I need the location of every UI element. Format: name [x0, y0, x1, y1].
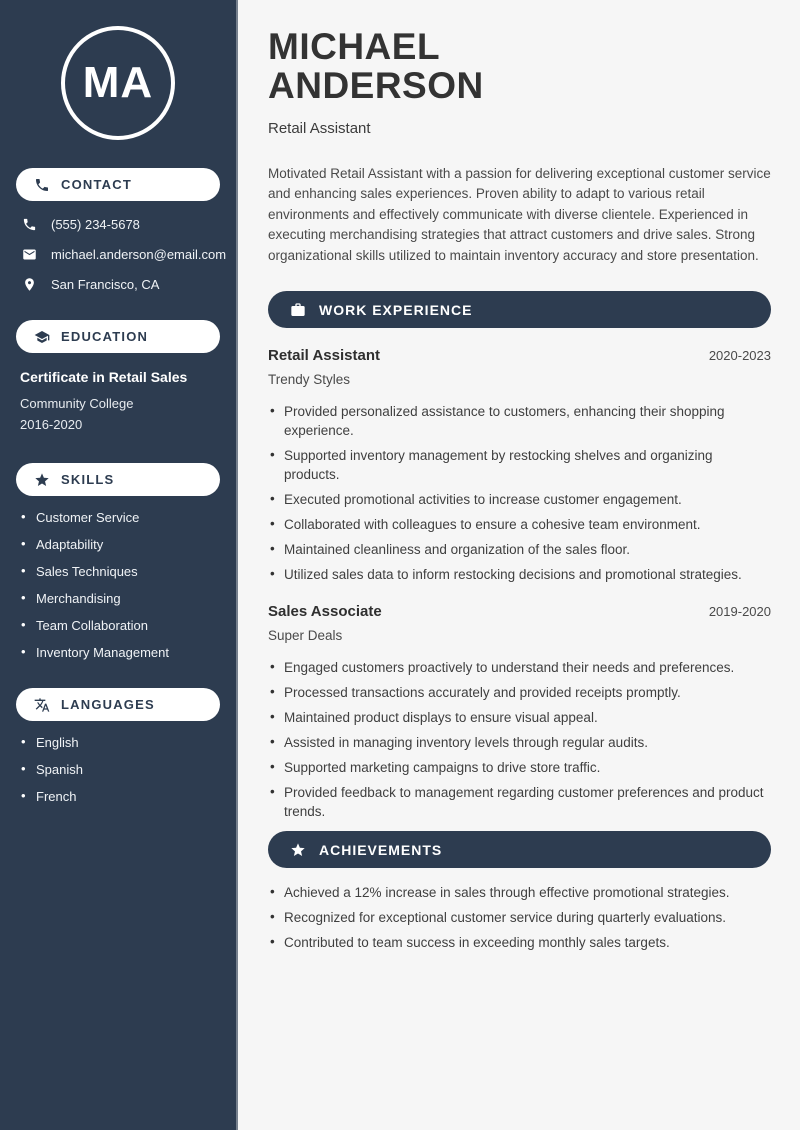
- skills-section-label: SKILLS: [61, 472, 115, 487]
- contact-section-header: [16, 168, 220, 201]
- job-title: Sales Associate: [268, 603, 382, 621]
- star-icon: [34, 472, 50, 488]
- contact-section-label: CONTACT: [61, 177, 132, 192]
- education-degree: Certificate in Retail Sales: [20, 369, 188, 385]
- job-bullet: • Processed transactions accurately and provided receipts promptly.: [268, 683, 771, 702]
- job-company: Trendy Styles: [268, 372, 351, 388]
- achievements-list: [268, 883, 771, 952]
- job-entry: [268, 603, 771, 821]
- skill-item: • Customer Service: [20, 510, 216, 525]
- job-bullet-list: [268, 658, 771, 821]
- skills-list: [16, 510, 220, 660]
- work-experience-section-header: [268, 291, 771, 328]
- contact-phone: [22, 217, 214, 232]
- job-bullet: • Assisted in managing inventory levels through regular audits.: [268, 733, 771, 752]
- achievements-section-header: [268, 831, 771, 868]
- job-bullet: • Maintained product displays to ensure visual appeal.: [268, 708, 771, 727]
- translate-icon: [34, 697, 50, 713]
- job-dates: 2019-2020: [708, 604, 771, 620]
- job-bullet: • Executed promotional activities to increase customer engagement.: [268, 490, 771, 509]
- job-bullet: • Provided personalized assistance to customers, enhancing their shopping experience.: [268, 402, 771, 440]
- contact-email: [22, 247, 227, 262]
- job-entry: [268, 347, 771, 584]
- star-icon: [290, 842, 306, 858]
- skill-item: • Sales Techniques: [20, 564, 216, 579]
- job-company: Super Deals: [268, 628, 343, 644]
- phone-icon: [22, 217, 37, 232]
- language-item: • French: [20, 789, 216, 804]
- skills-section-header: [16, 463, 220, 496]
- contact-location: [22, 277, 214, 292]
- language-item: • English: [20, 735, 216, 750]
- job-bullet: • Utilized sales data to inform restocking decisions and promotional strategies.: [268, 565, 771, 584]
- job-header: [268, 347, 771, 364]
- phone-number: (555) 234-5678: [51, 217, 140, 232]
- education-years: 2016-2020: [20, 417, 83, 432]
- skill-item: • Team Collaboration: [20, 618, 216, 633]
- job-bullet: • Provided feedback to management regarding customer preferences and product trends.: [268, 783, 771, 821]
- achievement-bullet: • Recognized for exceptional customer service during quarterly evaluations.: [268, 908, 771, 927]
- current-job-title: Retail Assistant: [268, 119, 371, 137]
- job-bullet: • Supported marketing campaigns to drive store traffic.: [268, 758, 771, 777]
- skill-item: • Inventory Management: [20, 645, 216, 660]
- work-experience-section-label: WORK EXPERIENCE: [319, 301, 473, 318]
- briefcase-icon: [290, 302, 306, 318]
- job-header: [268, 603, 771, 620]
- achievement-bullet: • Achieved a 12% increase in sales through effective promotional strategies.: [268, 883, 771, 902]
- job-bullet: • Engaged customers proactively to understand their needs and preferences.: [268, 658, 771, 677]
- education-section-header: [16, 320, 220, 353]
- email-address: michael.anderson@email.com: [51, 247, 227, 262]
- skill-item: • Adaptability: [20, 537, 216, 552]
- achievement-bullet: • Contributed to team success in exceeding monthly sales targets.: [268, 933, 771, 952]
- job-title: Retail Assistant: [268, 347, 380, 365]
- sidebar: [0, 0, 238, 1130]
- page-title: [268, 28, 771, 106]
- education-school: Community College: [20, 396, 134, 411]
- language-item: • Spanish: [20, 762, 216, 777]
- profile-summary: Motivated Retail Assistant with a passion for delivering exceptional customer service and enhancing sales experiences. Proven ability to adapt to various retail environments and effectively communicate with diverse clientele. Experienced in executing merchandising strategies that attract customers and drive sales. Strong organizational skills utilized to maintain inventory accuracy and store presentation.: [268, 165, 771, 263]
- location-text: San Francisco, CA: [51, 277, 160, 292]
- job-bullet: • Collaborated with colleagues to ensure a cohesive team environment.: [268, 515, 771, 534]
- skill-item: • Merchandising: [20, 591, 216, 606]
- name-line-2: ANDERSON: [268, 64, 484, 106]
- email-icon: [22, 247, 37, 262]
- location-icon: [22, 277, 37, 292]
- name-line-1: MICHAEL: [268, 26, 441, 67]
- phone-icon: [34, 177, 50, 193]
- contact-list: [16, 217, 227, 292]
- education-entry: [16, 369, 220, 435]
- achievements-section-label: ACHIEVEMENTS: [319, 841, 443, 858]
- languages-list: [16, 735, 220, 804]
- graduation-cap-icon: [34, 329, 50, 345]
- avatar-initials: MA: [82, 58, 154, 107]
- education-section-label: EDUCATION: [61, 329, 149, 344]
- job-bullet: • Supported inventory management by restocking shelves and organizing products.: [268, 446, 771, 484]
- job-dates: 2020-2023: [708, 348, 771, 364]
- job-bullet: • Maintained cleanliness and organization of the sales floor.: [268, 540, 771, 559]
- main-content: [238, 0, 800, 1130]
- job-bullet-list: [268, 402, 771, 584]
- languages-section-header: [16, 688, 220, 721]
- avatar: [61, 26, 175, 140]
- languages-section-label: LANGUAGES: [61, 697, 155, 712]
